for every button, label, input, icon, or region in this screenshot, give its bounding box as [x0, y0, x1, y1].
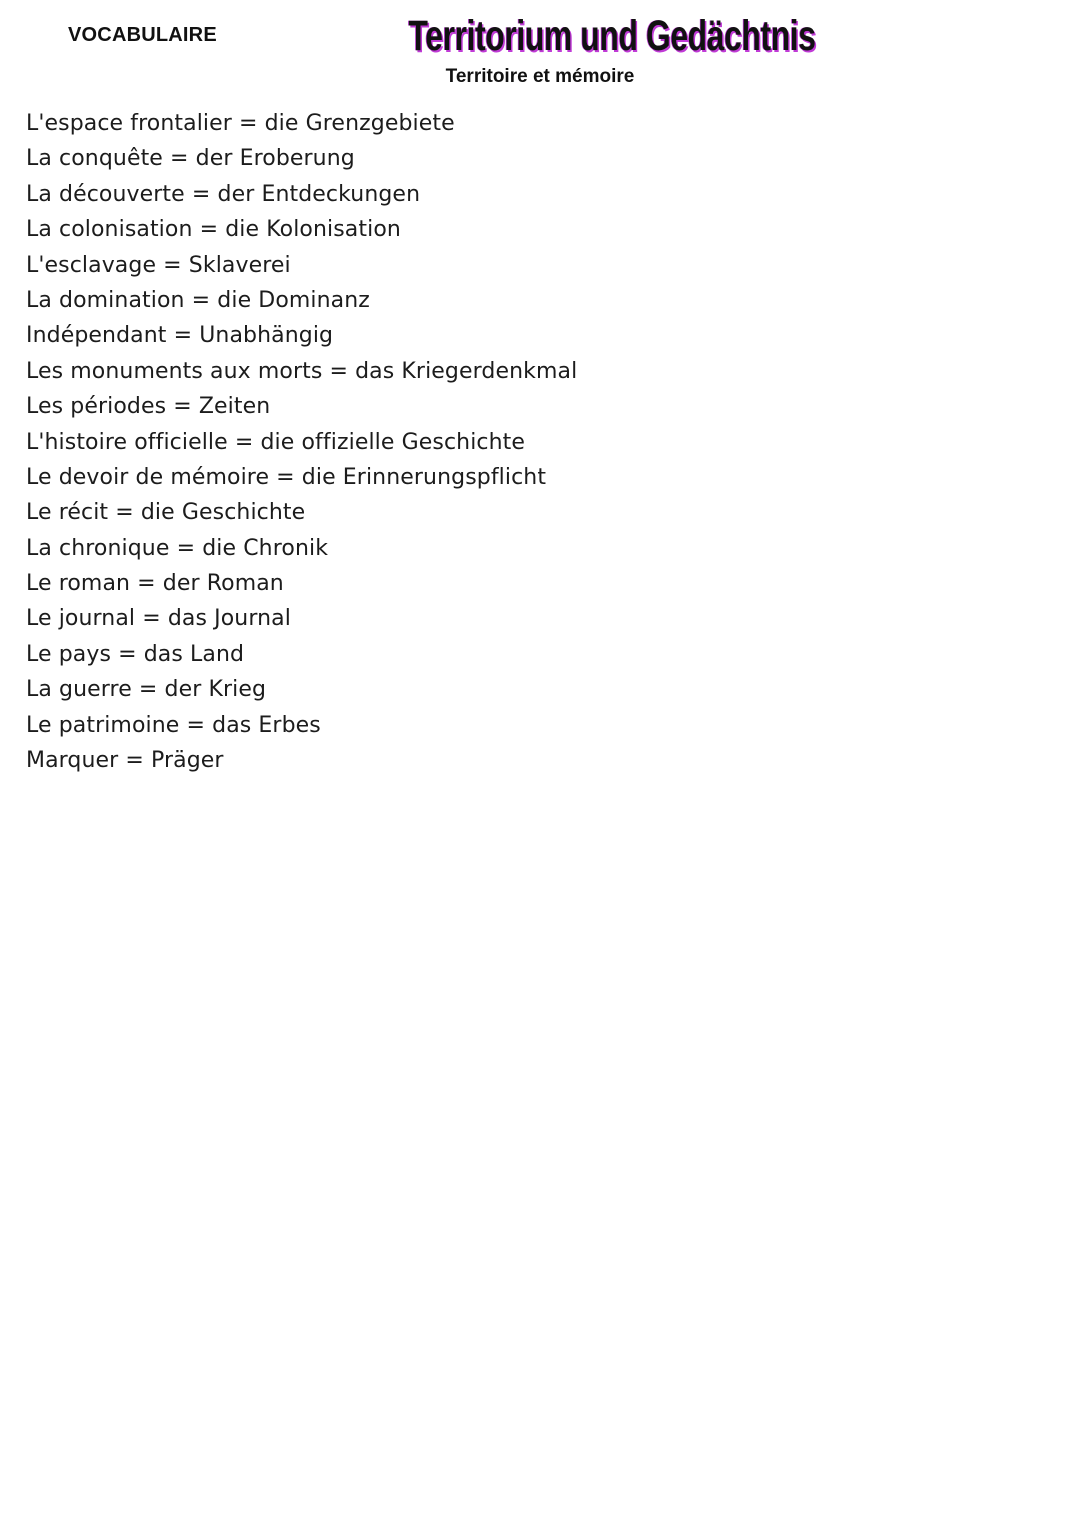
vocabulary-item: L'espace frontalier = die Grenzgebiete	[26, 111, 455, 136]
vocabulary-item: La conquête = der Eroberung	[26, 146, 355, 172]
section-label: VOCABULAIRE	[68, 24, 217, 46]
vocabulary-item: L'esclavage = Sklaverei	[26, 252, 291, 278]
vocabulary-item: Le pays = das Land	[26, 641, 245, 667]
vocabulary-item: Les périodes = Zeiten	[26, 394, 271, 420]
vocabulary-item: Les monuments aux morts = das Kriegerdenkmal	[26, 358, 578, 384]
vocabulary-list	[26, 106, 577, 778]
vocabulary-item: La découverte = der Entdeckungen	[26, 181, 421, 207]
vocabulary-item: L'histoire officielle = die offizielle Geschichte	[26, 429, 526, 455]
vocabulary-item: La guerre = der Krieg	[26, 677, 267, 703]
vocabulary-item: La chronique = die Chronik	[26, 535, 329, 561]
vocabulary-item: Le roman = der Roman	[26, 571, 284, 597]
vocabulary-item: Indépendant = Unabhängig	[26, 323, 334, 349]
vocabulary-item: La domination = die Dominanz	[26, 287, 370, 313]
vocabulary-item: Marquer = Präger	[26, 748, 224, 774]
page-title: Territorium und Gedächtnis	[408, 12, 816, 60]
vocabulary-item: Le récit = die Geschichte	[26, 500, 306, 526]
vocabulary-item: Le devoir de mémoire = die Erinnerungspflicht	[26, 464, 547, 490]
vocabulary-item: La colonisation = die Kolonisation	[26, 217, 401, 243]
vocabulary-item: Le patrimoine = das Erbes	[26, 712, 321, 738]
vocabulary-item: Le journal = das Journal	[26, 606, 291, 632]
page-subtitle: Territoire et mémoire	[445, 66, 635, 87]
